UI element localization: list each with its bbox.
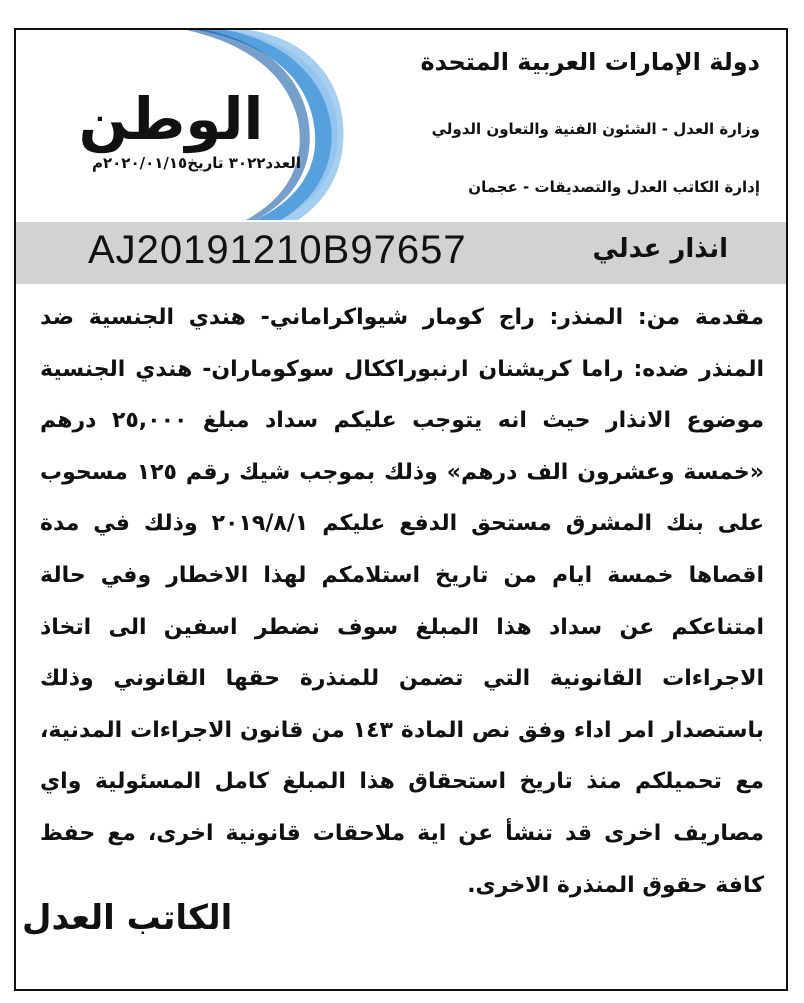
notice-frame: [14, 28, 788, 991]
signature: الكاتب العدل: [22, 898, 233, 938]
notice-body: مقدمة من: المنذر: راج كومار شيواكراماني- هندي الجنسية ضد المنذر ضده: راما كريشنان ارنبوراككال سوكوماران- هندي الجنسية موضوع الانذار حيث انه يتوجب عليكم سداد مبلغ ٢٥,٠٠٠ درهم «خمسة وعشرون الف درهم» وذلك بموجب شيك رقم ١٢٥ مسحوب على بنك المشرق مستحق الدفع عليكم ٢٠١٩/٨/١ وذلك في مدة اقصاها خمسة ايام من تاريخ استلامكم لهذا الاخطار وفي حالة امتناعكم عن سداد هذا المبلغ سوف نضطر اسفين الى اتخاذ الاجراءات القانونية التي تضمن للمنذرة حقها القانوني وذلك باستصدار امر اداء وفق نص المادة ١٤٣ من قانون الاجراءات المدنية، مع تحميلكم منذ تاريخ استحقاق هذا المبلغ كامل المسئولية واي مصاريف اخرى قد تنشأ عن اية ملاحقات قانونية اخرى، مع حفظ كافة حقوق المنذرة الاخرى.: [40, 305, 764, 898]
issue-line: العدد٣٠٢٢ تاريخ٢٠٢٠/٠١/١٥م: [91, 154, 301, 172]
notice-title: انذار عدلي: [592, 234, 728, 264]
newspaper-logo: الوطن: [78, 85, 264, 153]
header-department: إدارة الكاتب العدل والتصديقات - عجمان: [468, 178, 760, 196]
header-ministry: وزارة العدل - الشئون الفنية والتعاون الدولي: [431, 120, 760, 138]
header-country: دولة الإمارات العربية المتحدة: [420, 48, 760, 76]
case-number: AJ20191210B97657: [88, 228, 467, 272]
title-band: [16, 222, 786, 284]
